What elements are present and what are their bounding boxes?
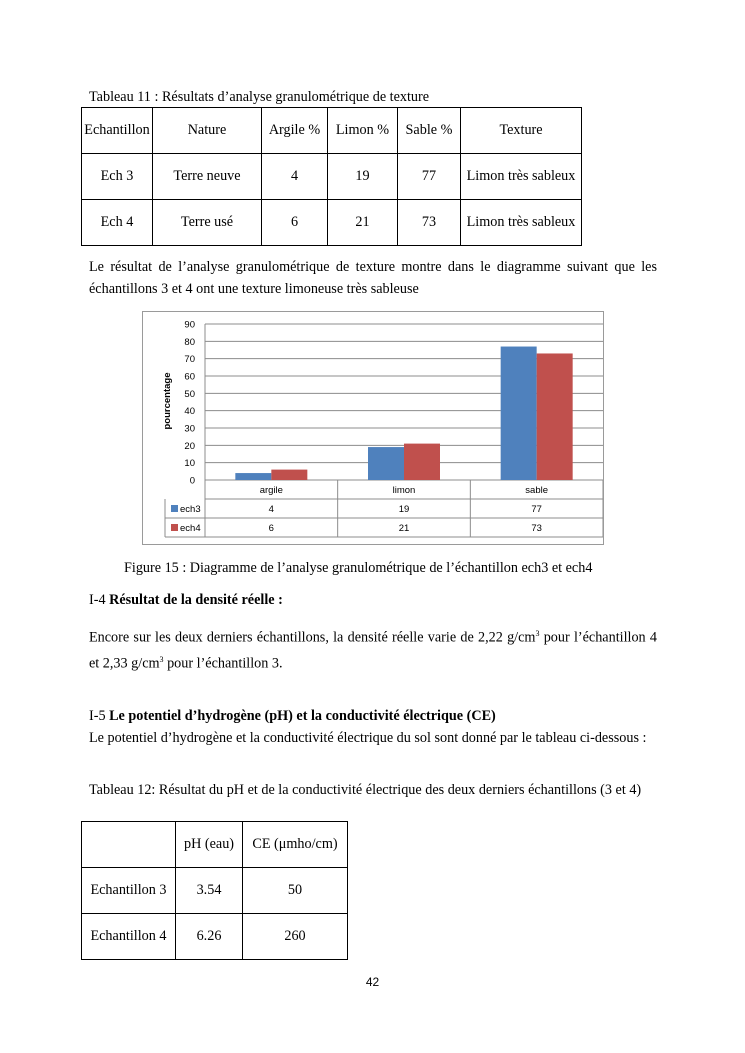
table-header-row — [82, 822, 348, 868]
table-cell: 50 — [243, 868, 348, 914]
section-number: I-5 — [89, 708, 110, 724]
y-tick-label: 70 — [184, 354, 195, 366]
table-cell: Limon très sableux — [461, 200, 582, 246]
table-row — [82, 200, 582, 246]
y-tick-label: 90 — [184, 319, 195, 331]
bar-ech3-argile — [235, 473, 271, 480]
bar-ech4-argile — [271, 470, 307, 480]
legend-key-ech3 — [171, 505, 178, 512]
table-header-cell: pH (eau) — [176, 822, 243, 868]
chart-svg — [143, 312, 603, 544]
table-header-cell: Echantillon — [82, 108, 153, 154]
section-title: Le potentiel d’hydrogène (pH) et la conductivité électrique (CE) — [109, 708, 496, 724]
bar-ech4-limon — [404, 444, 440, 480]
table-header-cell: CE (μmho/cm) — [243, 822, 348, 868]
table-header-cell — [82, 822, 176, 868]
table-cell: 6.26 — [176, 914, 243, 960]
table-cell: 6 — [262, 200, 328, 246]
section-i5-heading — [89, 708, 496, 725]
paragraph-texture-result: Le résultat de l’analyse granulométrique de texture montre dans le diagramme suivant que les échantillons 3 et 4 ont une texture limoneuse très sableuse — [89, 259, 657, 297]
table-cell: Echantillon 3 — [82, 868, 176, 914]
table-cell: Terre usé — [153, 200, 262, 246]
density-text-a: Encore sur les deux derniers échantillons, la densité réelle varie de 2,22 g/cm — [89, 629, 536, 646]
table-row — [82, 914, 348, 960]
legend-key-ech4 — [171, 524, 178, 531]
section-i5-paragraph: Le potentiel d’hydrogène et la conductivité électrique du sol sont donné par le tableau ci-dessous : — [89, 730, 647, 746]
table-cell: 260 — [243, 914, 348, 960]
table-12-caption: Tableau 12: Résultat du pH et de la conductivité électrique des deux derniers échantillons (3 et 4) — [89, 782, 642, 798]
page-number: 42 — [365, 975, 380, 989]
table-cell: Limon très sableux — [461, 154, 582, 200]
y-tick-label: 10 — [184, 458, 195, 470]
table-cell: 77 — [398, 154, 461, 200]
category-label: argile — [259, 485, 283, 496]
y-tick-label: 0 — [189, 475, 195, 487]
y-tick-label: 60 — [184, 371, 195, 383]
table-header-cell: Argile % — [262, 108, 328, 154]
table-cell: 4 — [262, 154, 328, 200]
table-cell: Terre neuve — [153, 154, 262, 200]
table-cell: Ech 4 — [82, 200, 153, 246]
granulometry-chart — [142, 311, 604, 545]
table-header-cell: Nature — [153, 108, 262, 154]
table-header-cell: Limon % — [328, 108, 398, 154]
table-row — [82, 154, 582, 200]
data-table-value: 4 — [268, 504, 274, 515]
legend-label: ech3 — [180, 504, 201, 515]
data-table-value: 73 — [531, 523, 542, 534]
table-header-cell: Texture — [461, 108, 582, 154]
legend-label: ech4 — [180, 523, 201, 534]
section-number: I-4 — [89, 592, 110, 608]
table-cell: 21 — [328, 200, 398, 246]
table-11 — [81, 107, 582, 246]
bar-ech4-sable — [537, 353, 573, 480]
table-row — [82, 868, 348, 914]
bar-ech3-limon — [368, 447, 404, 480]
y-tick-label: 30 — [184, 423, 195, 435]
table-cell: Echantillon 4 — [82, 914, 176, 960]
figure-15-caption: Figure 15 : Diagramme de l’analyse granulométrique de l’échantillon ech3 et ech4 — [124, 560, 593, 576]
table-cell: 3.54 — [176, 868, 243, 914]
density-sup-b: 3 — [159, 654, 164, 664]
y-tick-label: 20 — [184, 440, 195, 452]
table-cell: 73 — [398, 200, 461, 246]
y-tick-label: 40 — [184, 406, 195, 418]
table-cell: 19 — [328, 154, 398, 200]
category-label: sable — [525, 485, 549, 496]
y-axis-title: pourcentage — [162, 372, 173, 430]
y-tick-label: 50 — [184, 388, 195, 400]
y-tick-label: 80 — [184, 336, 195, 348]
data-table-value: 21 — [398, 523, 410, 534]
bar-ech3-sable — [501, 347, 537, 480]
table-12 — [81, 821, 348, 960]
table-header-cell: Sable % — [398, 108, 461, 154]
table-cell: Ech 3 — [82, 154, 153, 200]
section-i4-heading — [89, 592, 283, 609]
section-title: Résultat de la densité réelle : — [109, 592, 283, 608]
data-table-value: 19 — [398, 504, 410, 515]
density-sup-a: 3 — [535, 629, 540, 638]
category-label: limon — [392, 485, 416, 496]
density-text-c: pour l’échantillon 3. — [163, 655, 283, 672]
data-table-value: 6 — [268, 523, 274, 534]
section-i4-paragraph — [89, 623, 657, 674]
density-text-b: pour l’échantillon 4 et 2,33 g/cm — [89, 629, 657, 672]
table-11-caption: Tableau 11 : Résultats d’analyse granulométrique de texture — [89, 89, 430, 105]
table-header-row — [82, 108, 582, 154]
data-table-value: 77 — [531, 504, 542, 515]
